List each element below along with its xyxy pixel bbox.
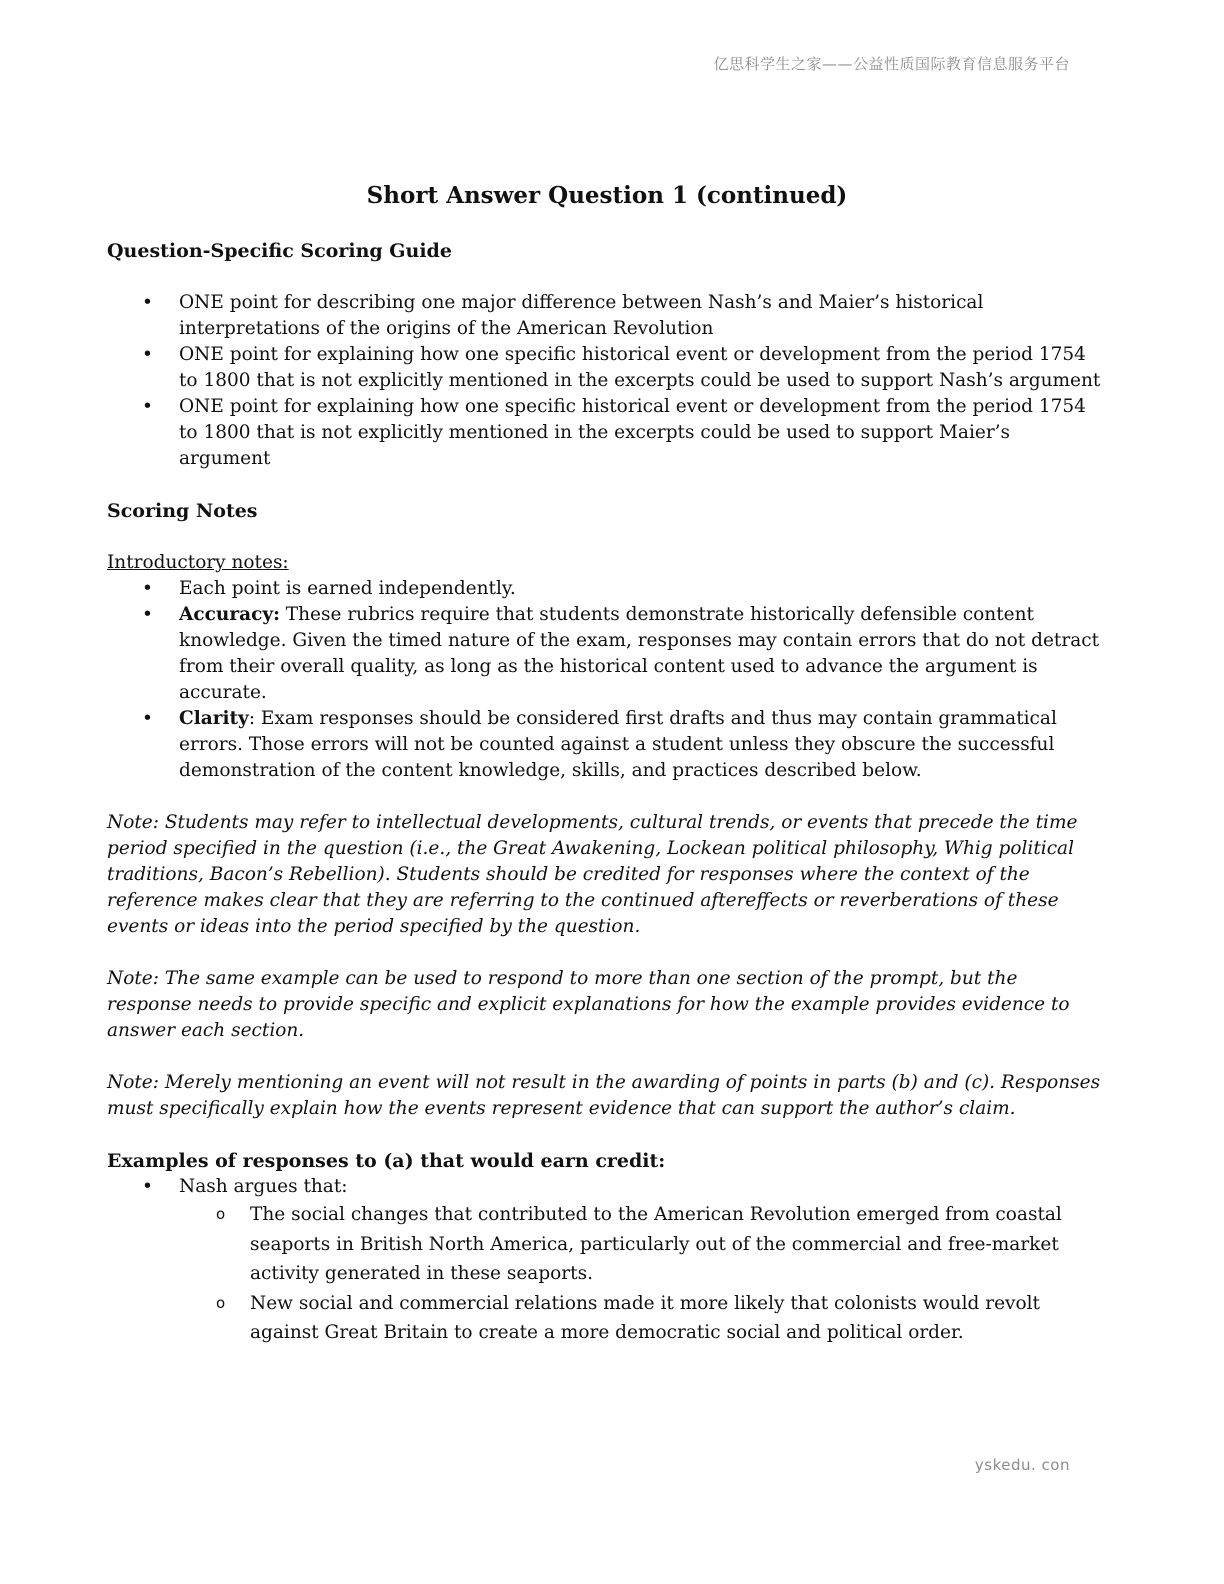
note-item-accuracy [107,602,1107,706]
clarity-label: Clarity [179,708,249,729]
clarity-text: : Exam responses should be considered first drafts and thus may contain grammatical errors. Those errors will not be counted against a student unless they obscure the successful demonstration of the content knowledge, skills, and practices described below. [179,708,1057,781]
accuracy-label: Accuracy: [179,604,280,625]
scoring-guide-list [107,290,1107,472]
examples-heading: Examples of responses to (a) that would earn credit: [107,1150,666,1172]
examples-sub-list [179,1200,1107,1348]
examples-lead-text: Nash argues that: [179,1176,348,1197]
introductory-notes-label: Introductory notes: [107,552,289,573]
accuracy-text: These rubrics require that students demonstrate historically defensible content knowledge. Given the timed nature of the exam, responses may contain errors that do not detract from their overall quality, as long as the historical content used to advance the argument is accurate. [179,604,1100,703]
note-merely-mentioning: Note: Merely mentioning an event will not result in the awarding of points in parts (b) and (c). Responses must specifically explain how the events represent evidence that can support the author’s claim. [107,1072,1101,1119]
note-time-period: Note: Students may refer to intellectual developments, cultural trends, or events that precede the time period specified in the question (i.e., the Great Awakening, Lockean political philosophy, Whig political traditions, Bacon’s Rebellion). Students should be credited for responses where the context of the reference makes clear that they are referring to the continued aftereffects or reverberations of these events or ideas into the period specified by the question. [107,812,1078,937]
footer-watermark: yskedu. con [974,1456,1070,1474]
page-title: Short Answer Question 1 (continued) [366,182,848,209]
header-watermark: 亿思科学生之家——公益性质国际教育信息服务平台 [713,55,1070,73]
scoring-notes-heading: Scoring Notes [107,500,258,522]
note-item-independent: • Each point is earned independently. [107,576,1107,602]
note-same-example: Note: The same example can be used to respond to more than one section of the prompt, but the response needs to provide specific and explicit explanations for how the example provides evidence to answer each section. [107,968,1070,1041]
scoring-guide-heading: Question-Specific Scoring Guide [107,240,452,262]
example-sub-item: o The social changes that contributed to the American Revolution emerged from coastal seaports in British North America, particularly out of the commercial and free-market activity generated in these seaports. [179,1200,1107,1289]
examples-list [107,1174,1107,1348]
examples-lead [107,1174,1107,1348]
scoring-guide-item: • ONE point for explaining how one specific historical event or development from the period 1754 to 1800 that is not explicitly mentioned in the excerpts could be used to support Maier’s argument [107,394,1107,472]
scoring-guide-item: • ONE point for describing one major difference between Nash’s and Maier’s historical interpretations of the origins of the American Revolution [107,290,1107,342]
introductory-notes-list [107,576,1107,784]
example-sub-item: o New social and commercial relations made it more likely that colonists would revolt against Great Britain to create a more democratic social and political order. [179,1289,1107,1348]
document-page [107,180,1107,1348]
scoring-guide-item: • ONE point for explaining how one specific historical event or development from the period 1754 to 1800 that is not explicitly mentioned in the excerpts could be used to support Nash’s argument [107,342,1107,394]
note-item-clarity [107,706,1107,784]
